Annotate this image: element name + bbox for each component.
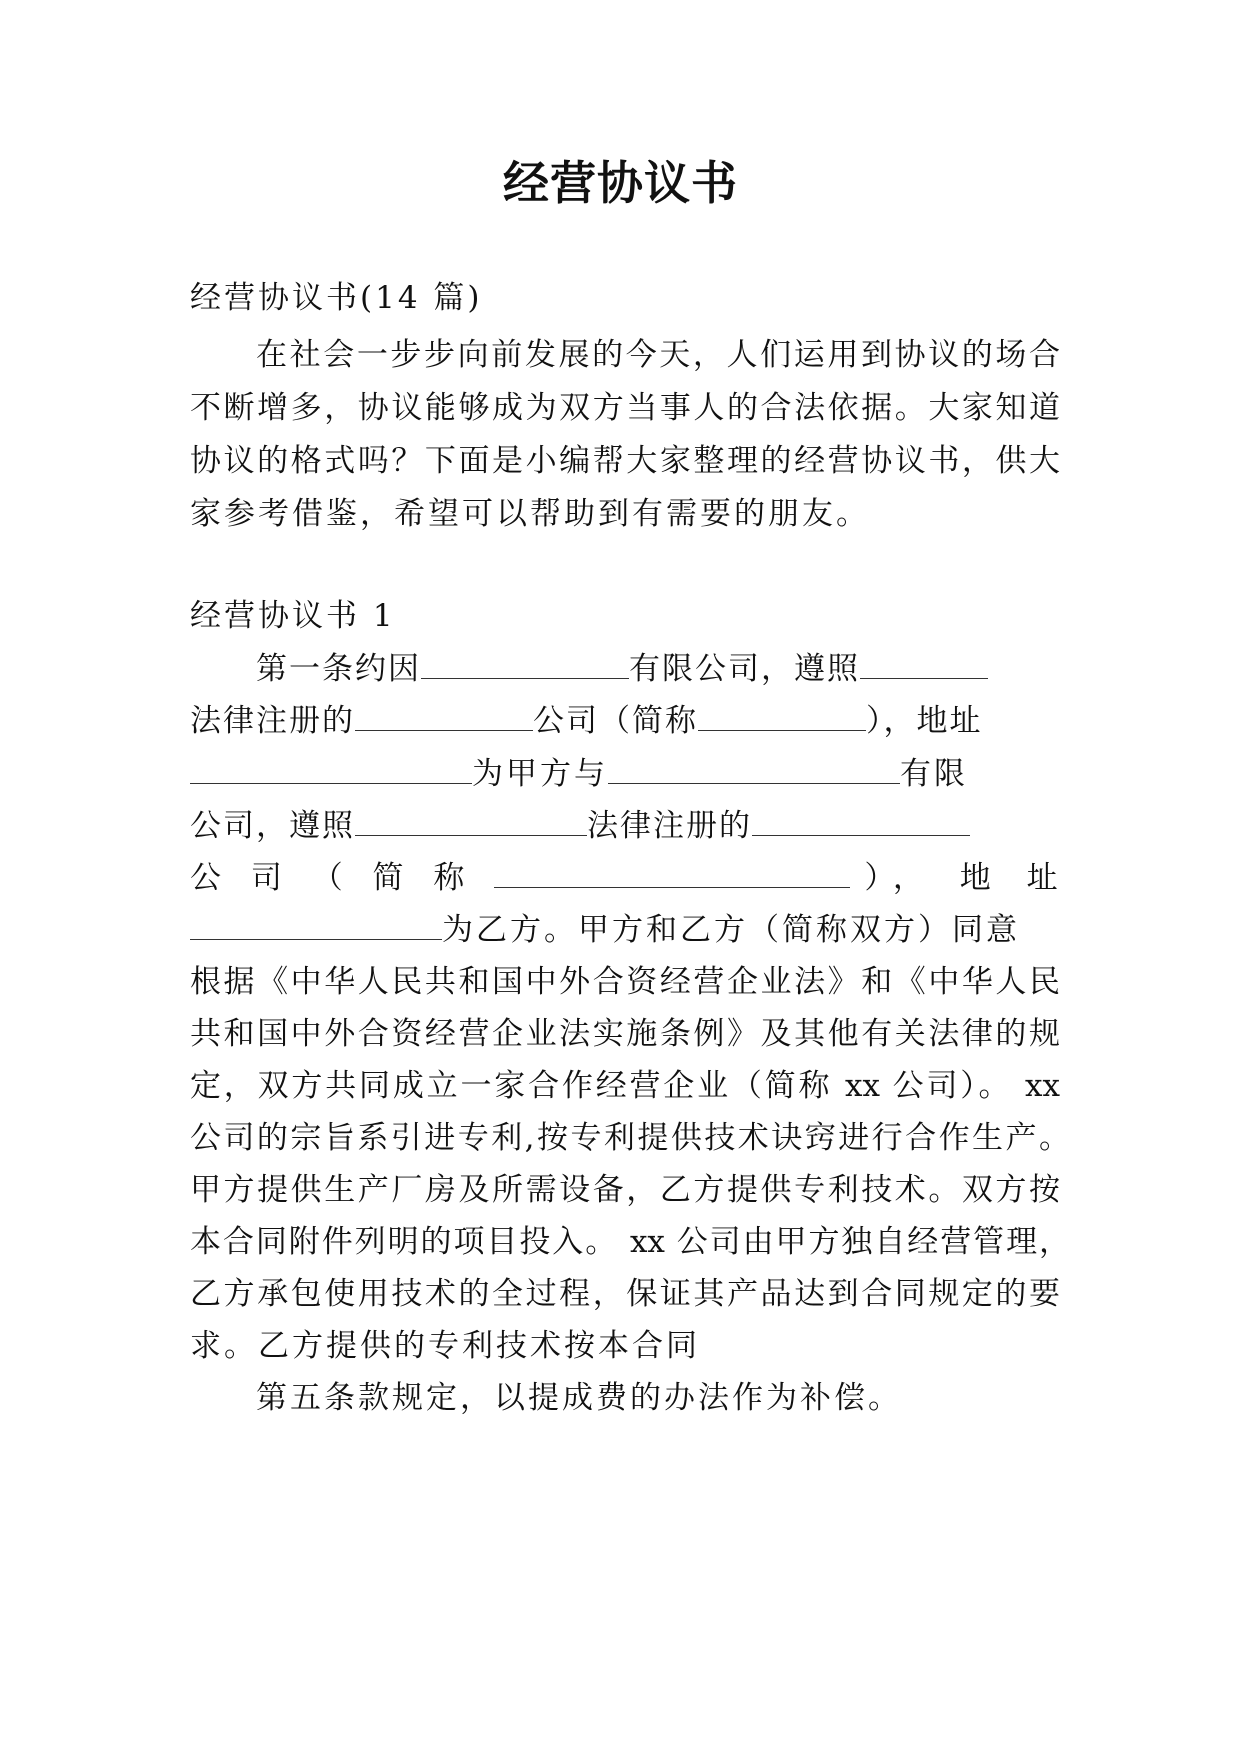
body-line-5: 甲方提供生产厂房及所需设备，乙方提供专利技术。双方按 [190, 1172, 1060, 1208]
fill-blank [860, 648, 988, 679]
fill-blank [355, 700, 533, 731]
clause-text: 法律注册的 [190, 703, 355, 739]
fill-blank [698, 700, 866, 731]
body-line-1: 根据《中华人民共和国中外合资经营企业法》和《中华人民 [190, 964, 1060, 1000]
clause-text: 公司，遵照 [190, 808, 355, 844]
clause-text: 有限 [900, 756, 968, 792]
clause-line-2 [190, 699, 1060, 743]
clause-text: 第一条约因 [256, 651, 421, 687]
clause-line-3 [190, 752, 1060, 796]
document-title: 经营协议书 [503, 156, 738, 210]
clause-text: 公 司 （ 简 称 [190, 860, 475, 896]
body-line-6: 本合同附件列明的项目投入。 xx 公司由甲方独自经营管理， [190, 1224, 1070, 1260]
fill-blank [421, 648, 629, 679]
fill-blank [608, 753, 900, 784]
clause-line-1 [256, 647, 1060, 691]
intro-line-2: 不断增多，协议能够成为双方当事人的合法依据。大家知道 [190, 390, 1060, 426]
body-line-4: 公司的宗旨系引进专利,按专利提供技术诀窍进行合作生产。 [190, 1120, 1070, 1156]
clause-text: ）， 地 址 [864, 860, 1071, 896]
clause-text: 有限公司，遵照 [629, 651, 860, 687]
body-line-2: 共和国中外合资经营企业法实施条例》及其他有关法律的规 [190, 1016, 1060, 1052]
clause-text: 公司（简称 [533, 703, 698, 739]
body-line-7: 乙方承包使用技术的全过程，保证其产品达到合同规定的要 [190, 1276, 1060, 1312]
clause-line-6 [190, 908, 1060, 952]
fill-blank [494, 857, 850, 888]
intro-line-3: 协议的格式吗？下面是小编帮大家整理的经营协议书，供大 [190, 443, 1060, 479]
clause-text: 为乙方。甲方和乙方（简称双方）同意 [442, 912, 1020, 948]
section-heading: 经营协议书 1 [190, 598, 396, 634]
fill-blank [190, 753, 472, 784]
clause-text: 为甲方与 [472, 756, 608, 792]
fill-blank [752, 805, 970, 836]
clause-line-5 [190, 856, 1071, 900]
intro-line-4: 家参考借鉴，希望可以帮助到有需要的朋友。 [190, 496, 870, 532]
intro-line-1: 在社会一步步向前发展的今天，人们运用到协议的场合 [256, 337, 1060, 373]
clause-text: ），地址 [866, 703, 983, 739]
document-subtitle: 经营协议书(14 篇) [190, 280, 483, 316]
body-line-8: 求。乙方提供的专利技术按本合同 [190, 1328, 700, 1364]
clause-line-4 [190, 804, 1060, 848]
fill-blank [190, 909, 442, 940]
clause-text: 法律注册的 [587, 808, 752, 844]
fill-blank [355, 805, 587, 836]
body-last-line: 第五条款规定，以提成费的办法作为补偿。 [256, 1380, 902, 1416]
body-line-3: 定，双方共同成立一家合作经营企业（简称 xx 公司）。 xx [190, 1068, 1060, 1104]
